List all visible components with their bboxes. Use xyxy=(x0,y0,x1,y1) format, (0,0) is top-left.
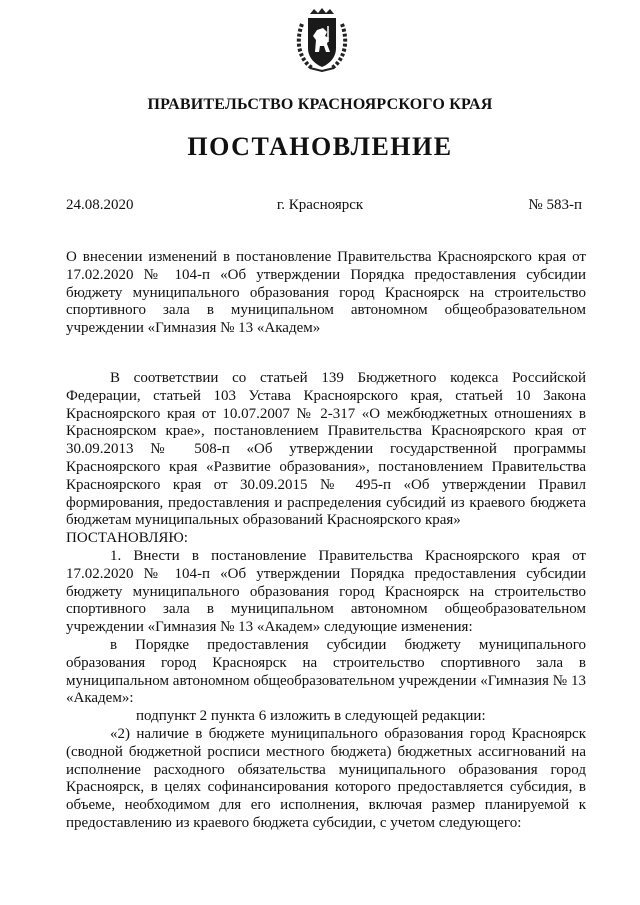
document-subject xyxy=(66,249,586,338)
document-title: ПОСТАНОВЛЕНИЕ xyxy=(187,132,453,161)
document-body xyxy=(66,370,586,833)
subpoint-paragraph: подпункт 2 пункта 6 изложить в следующей редакции: xyxy=(136,708,486,725)
item-1-paragraph: 1. Внести в постановление Правительства Красноярского края от 17.02.2020 № 104-п «Об утверждении Порядка предоставления субсидии бюджету муниципального образования город Красноярск на строительство спортивного зала в муниципальном автономном общеобразовательном учреждении «Гимназия № 13 «Академ» следующие изменения: xyxy=(66,547,586,636)
subject-paragraph: О внесении изменений в постановление Правительства Красноярского края от 17.02.2020 № 104-п «Об утверждении Порядка предоставления субсидии бюджету муниципального образования город Красноярск на строительство спортивного зала в муниципальном автономном общеобразовательном учреждении «Гимназия № 13 «Академ» xyxy=(66,249,586,337)
document-number: № 583-п xyxy=(528,197,582,213)
item-1-intro-paragraph: в Порядке предоставления субсидии бюджету муниципального образования город Красноярск на строительство спортивного зала в муниципальном автономном общеобразовательном учреждении «Гимназия № 13 «Академ»: xyxy=(66,636,586,707)
document-city: г. Красноярск xyxy=(276,197,364,213)
preamble-paragraph: В соответствии со статьей 139 Бюджетного кодекса Российской Федерации, статьей 103 Устава Красноярского края, статьей 10 Закона Красноярского края от 10.07.2007 № 2-317 «О межбюджетных отношениях в Красноярском крае», постановлением Правительства Красноярского края от 30.09.2013 № 508-п «Об утверждении государственной программы Красноярского края «Развитие образования», постановлением Правительства Красноярского края от 30.09.2015 № 495-п «Об утверждении Правил формирования, предоставления и распределения субсидий из краевого бюджета бюджетам муниципальных образований Красноярского края» xyxy=(66,370,586,529)
resolve-heading: ПОСТАНОВЛЯЮ: xyxy=(66,530,188,547)
government-name: ПРАВИТЕЛЬСТВО КРАСНОЯРСКОГО КРАЯ xyxy=(147,96,493,113)
document-date: 24.08.2020 xyxy=(66,197,134,213)
coat-of-arms-emblem xyxy=(294,8,350,72)
quote-paragraph: «2) наличие в бюджете муниципального образования город Красноярск (сводной бюджетной росписи местного бюджета) бюджетных ассигнований на исполнение расходного обязательства муниципального образования город Красноярск, в целях софинансирования которого предоставляется субсидия, в объеме, необходимом для его исполнения, включая размер планируемой к предоставлению из краевого бюджета субсидии, с учетом следующего: xyxy=(66,725,586,831)
